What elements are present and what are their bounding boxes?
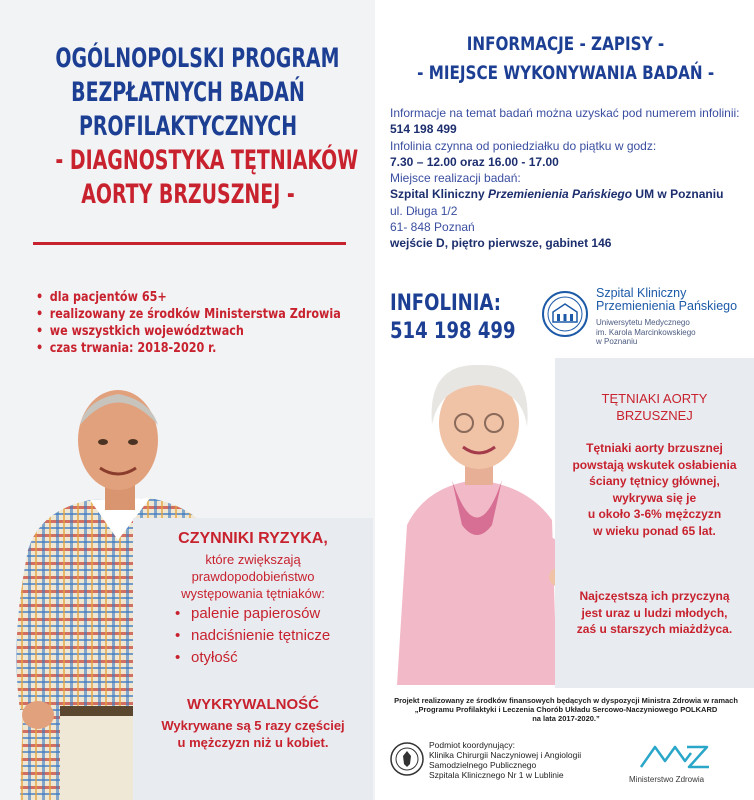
university-seal-icon [390, 742, 424, 776]
risk-subtitle-line: występowania tętniaków: [181, 586, 325, 601]
aneurysm-title-line: TĘTNIAKI AORTY [601, 391, 708, 406]
infoline-number: 514 198 499 [390, 319, 516, 344]
coordinator-info [429, 740, 581, 780]
infoline-block [390, 290, 543, 346]
entrance-info: wejście D, piętro pierwsze, gabinet 146 [390, 236, 612, 251]
aneurysm-title-line: BRZUSZNEJ [616, 408, 693, 423]
bullet-item: • czas trwania: 2018-2020 r. [36, 340, 341, 357]
project-line: „Programu Profilaktyki i Leczenia Chorób Układu Sercowo-Naczyniowego POLKARD [414, 705, 718, 714]
hospital-sub-line: Uniwersytetu Medycznego [596, 318, 690, 327]
aneurysm-cause-line: Najczęstszą ich przyczyną [579, 589, 730, 603]
address-part: Szpital Kliniczny [390, 187, 489, 202]
aneurysm-cause-line: zaś u starszych miażdżyca. [576, 622, 733, 636]
hospital-address-name [390, 186, 750, 202]
hospital-sub-line: w Poznaniu [596, 337, 638, 346]
subtitle-line: AORTY BRZUSZNEJ - [81, 179, 295, 210]
risk-subtitle-line: prawdopodobieństwo [191, 569, 315, 584]
title-line: BEZPŁATNYCH BADAŃ [71, 77, 305, 108]
risk-item: • palenie papierosów [175, 603, 330, 625]
aneurysm-desc-line: wykrywa się je [612, 490, 697, 505]
hospital-name-line: Szpital Kliniczny [596, 286, 687, 300]
aneurysm-desc-line: ściany tętnicy głównej, [589, 474, 720, 488]
title-line: OGÓLNOPOLSKI PROGRAM [55, 43, 340, 74]
hospital-affiliation [596, 318, 696, 347]
coordinator-line: Szpitala Klinicznego Nr 1 w Lublinie [429, 770, 564, 780]
subtitle-line: - DIAGNOSTYKA TĘTNIAKÓW [55, 145, 359, 176]
aneurysm-cause [555, 588, 754, 638]
project-funding-note [382, 696, 750, 723]
risk-item: • nadciśnienie tętnicze [175, 625, 330, 647]
hospital-name [596, 287, 737, 313]
coordinator-line: Podmiot koordynujący: [429, 740, 515, 750]
info-line: Infolinia czynna od poniedziałku do piątku w godz: [390, 138, 657, 153]
right-panel [377, 0, 754, 800]
title-divider [33, 242, 346, 245]
risk-title: CZYNNIKI RYZYKA, [178, 530, 328, 547]
risk-list [175, 603, 330, 669]
coordinator-line: Klinika Chirurgii Naczyniowej i Angiologii [429, 750, 582, 760]
risk-factors-box [133, 518, 373, 800]
info-title-line: INFORMACJE - ZAPISY - [466, 33, 665, 55]
project-line: na lata 2017-2020.” [532, 714, 600, 723]
aneurysm-desc-line: Tętniaki aorty brzusznej [586, 441, 723, 455]
ministry-label: Ministerstwo Zdrowia [629, 775, 705, 784]
info-line: Informacje na temat badań można uzyskać pod numerem infolinii: [390, 106, 740, 120]
opening-hours: 7.30 – 12.00 oraz 16.00 - 17.00 [390, 154, 559, 169]
detectability-title: WYKRYWALNOŚĆ [187, 696, 319, 713]
address-part: UM w Poznaniu [632, 187, 724, 202]
contact-info [390, 105, 750, 252]
bullet-item: • we wszystkich województwach [36, 323, 341, 340]
info-subtitle [377, 62, 754, 84]
ministry-of-health-logo-icon [639, 741, 711, 771]
risk-subtitle-line: które zwiększają [205, 552, 301, 567]
bullet-item: • dla pacjentów 65+ [36, 289, 341, 306]
detectability-text [133, 717, 373, 751]
phone-number: 514 198 499 [390, 122, 457, 137]
aneurysm-cause-line: jest uraz u ludzi młodych, [581, 605, 728, 620]
info-title [377, 33, 754, 55]
program-bullets [36, 289, 375, 357]
bullet-item: • realizowany ze środków Ministerstwa Zdrowia [36, 306, 341, 323]
left-panel [0, 0, 375, 800]
program-subtitle [18, 144, 358, 212]
aneurysm-desc-line: powstają wskutek osłabienia [572, 457, 737, 472]
infoline-label: INFOLINIA: [390, 291, 502, 316]
aneurysm-desc-line: w wieku ponad 65 lat. [593, 523, 716, 538]
coordinator-line: Samodzielnego Publicznego [429, 760, 537, 770]
postal-address: 61- 848 Poznań [390, 220, 475, 235]
hospital-name-line: Przemienienia Pańskiego [596, 299, 738, 313]
risk-subtitle [133, 551, 373, 602]
address-part-italic: Przemienienia Pańskiego [488, 187, 633, 202]
title-line: PROFILAKTYCZNYCH [78, 111, 298, 142]
hospital-sub-line: im. Karola Marcinkowskiego [596, 327, 696, 337]
detectability-line: u mężczyzn niż u kobiet. [177, 735, 329, 750]
aneurysm-description [555, 440, 754, 539]
hospital-logo-icon [541, 290, 589, 338]
info-title-line: - MIEJSCE WYKONYWANIA BADAŃ - [416, 62, 715, 84]
detectability-line: Wykrywane są 5 razy częściej [161, 718, 345, 733]
street-address: ul. Długa 1/2 [390, 203, 458, 218]
aneurysm-info-box [555, 358, 754, 688]
project-line: Projekt realizowany ze środków finansowych będących w dyspozycji Ministra Zdrowia w ramach [394, 696, 738, 705]
risk-item: • otyłość [175, 647, 330, 669]
aneurysm-title [555, 390, 754, 424]
info-line: Miejsce realizacji badań: [390, 171, 521, 186]
program-title [18, 42, 358, 144]
aneurysm-desc-line: u około 3-6% mężczyzn [587, 507, 722, 521]
